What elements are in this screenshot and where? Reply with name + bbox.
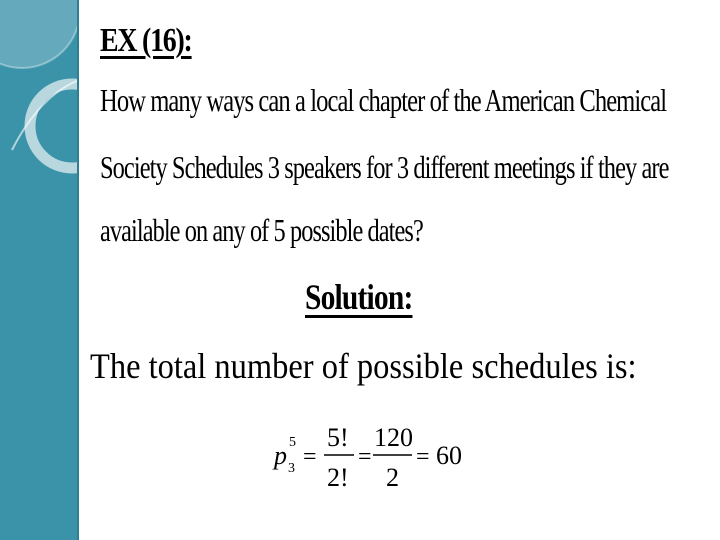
- formula-equals-3: =: [416, 444, 430, 470]
- permutation-formula: [270, 412, 480, 502]
- formula-equals-1: =: [303, 444, 317, 470]
- fraction2-denominator: 2: [386, 463, 399, 492]
- question-line-1: How many ways can a local chapter of the American Chemical: [100, 82, 667, 118]
- solution-statement: The total number of possible schedules is:: [90, 346, 637, 386]
- formula-equals-2: =: [358, 444, 372, 470]
- question-line-2: Society Schedules 3 speakers for 3 different meetings if they are: [100, 149, 669, 185]
- decorative-sidebar: [0, 0, 79, 540]
- fraction1-denominator: 2!: [327, 463, 349, 492]
- solution-heading: Solution:: [305, 277, 413, 317]
- slide-title: EX (16):: [100, 22, 192, 59]
- formula-subscript: 3: [288, 461, 295, 476]
- sidebar-edge: [77, 0, 79, 540]
- decorative-circles-icon: [0, 0, 79, 540]
- fraction2-numerator: 120: [374, 423, 413, 452]
- question-line-3: available on any of 5 possible dates?: [100, 212, 423, 248]
- formula-symbol: p: [274, 441, 287, 470]
- formula-superscript: 5: [289, 435, 296, 450]
- formula-result: 60: [436, 441, 462, 470]
- fraction1-numerator: 5!: [327, 423, 349, 452]
